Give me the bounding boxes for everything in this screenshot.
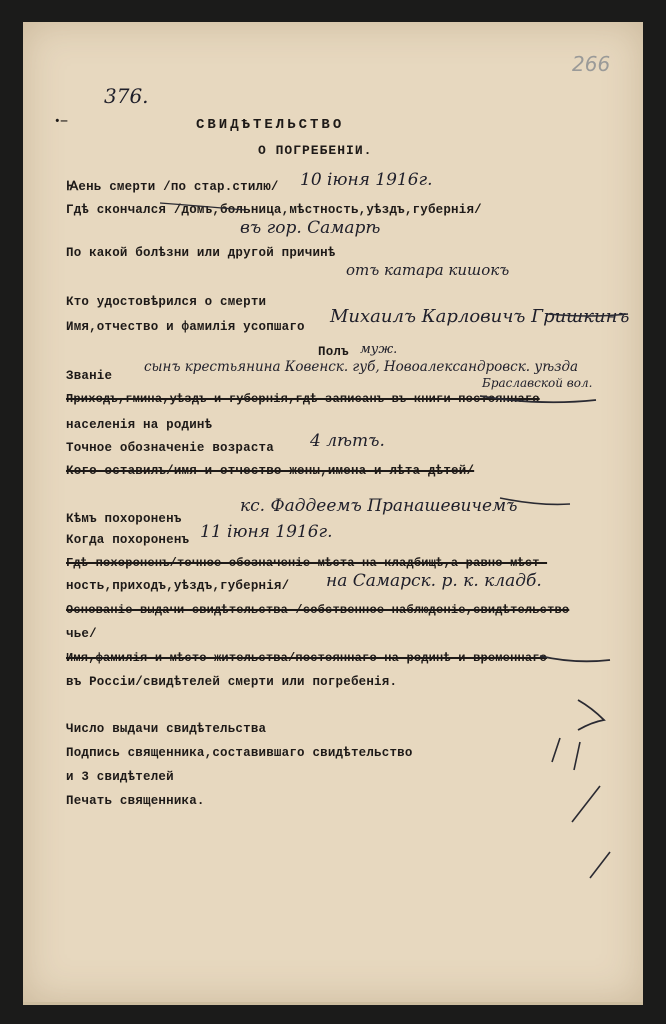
priest-seal-label: Печать священника. [66,794,205,808]
burial-place-cont-label: ность,приходъ,уѣздъ,губернія/ [66,579,290,593]
certified-by-label: Кто удостовѣрился о смерти [66,295,267,309]
rank-label: Званіе [66,369,113,383]
disease-label: По какой болѣзни или другой причинѣ [66,246,336,260]
deceased-name-value: Михаилъ Карловичъ Гришкинъ [330,306,630,327]
deceased-name-label: Имя,отчество и фамилія усопшаго [66,320,305,334]
burial-place-label: Гдѣ похороненъ/точное обозначеніе мѣста на кладбищѣ,а равно мѣст- [66,556,548,570]
sex-label: Полъ [318,345,349,359]
burial-place-value: на Самарск. р. к. кладб. [326,571,542,591]
witnesses-label: Имя,фамилія и мѣсто жительства/постояннаго на родинѣ и временнаго [66,651,548,665]
buried-by-value: кс. Фаддеемъ Пранашевичемъ [240,496,518,516]
document-subtitle: О ПОГРЕБЕНІИ. [258,143,373,158]
basis-label: Основаніе выдачи свидѣтельства /собственное наблюденіе,свидѣтельство [66,603,570,617]
archive-number: 266 [572,52,611,76]
burial-date-label: Когда похороненъ [66,533,190,547]
parish-label: Приходъ,гмина,уѣздъ и губернія,гдѣ записанъ въ книги постояннаго [66,392,540,406]
burial-date-value: 11 іюня 1916г. [200,522,333,542]
death-day-label: Ꙗень смерти /по стар.стилю/ [66,180,279,194]
issue-date-label: Число выдачи свидѣтельства [66,722,267,736]
document-title: СВИДѢТЕЛЬСТВО [196,117,345,133]
basis-cont-label: чье/ [66,627,97,641]
left-behind-label: Кого оставилъ/имя и отчество жены,имена и лѣта дѣтей/ [66,464,475,478]
age-value: 4 лѣтъ. [310,431,385,451]
sex-value: муж. [360,342,398,357]
died-where-value: въ гор. Самарѣ [240,218,381,238]
parish-cont-label: населенія на родинѣ [66,418,213,432]
disease-value: отъ катара кишокъ [346,261,510,279]
document-number: 376. [104,84,149,108]
rank-value: сынъ крестьянина Ковенск. губ, Новоалександровск. уѣзда [144,359,579,375]
witnesses-cont-label: въ Россіи/свидѣтелей смерти или погребенія. [66,675,398,689]
priest-signature-label: Подпись священника,составившаго свидѣтельство [66,746,413,760]
corner-mark: •— [54,116,68,128]
buried-by-label: Кѣмъ похороненъ [66,512,182,526]
death-day-value: 10 іюня 1916г. [300,170,433,190]
parish-value: Браславской вол. [482,376,593,390]
died-where-label: Гдѣ скончался /домъ,больница,мѣстность,уѣздъ,губернія/ [66,203,482,217]
age-label: Точное обозначеніе возраста [66,441,274,455]
three-witnesses-label: и 3 свидѣтелей [66,770,174,784]
